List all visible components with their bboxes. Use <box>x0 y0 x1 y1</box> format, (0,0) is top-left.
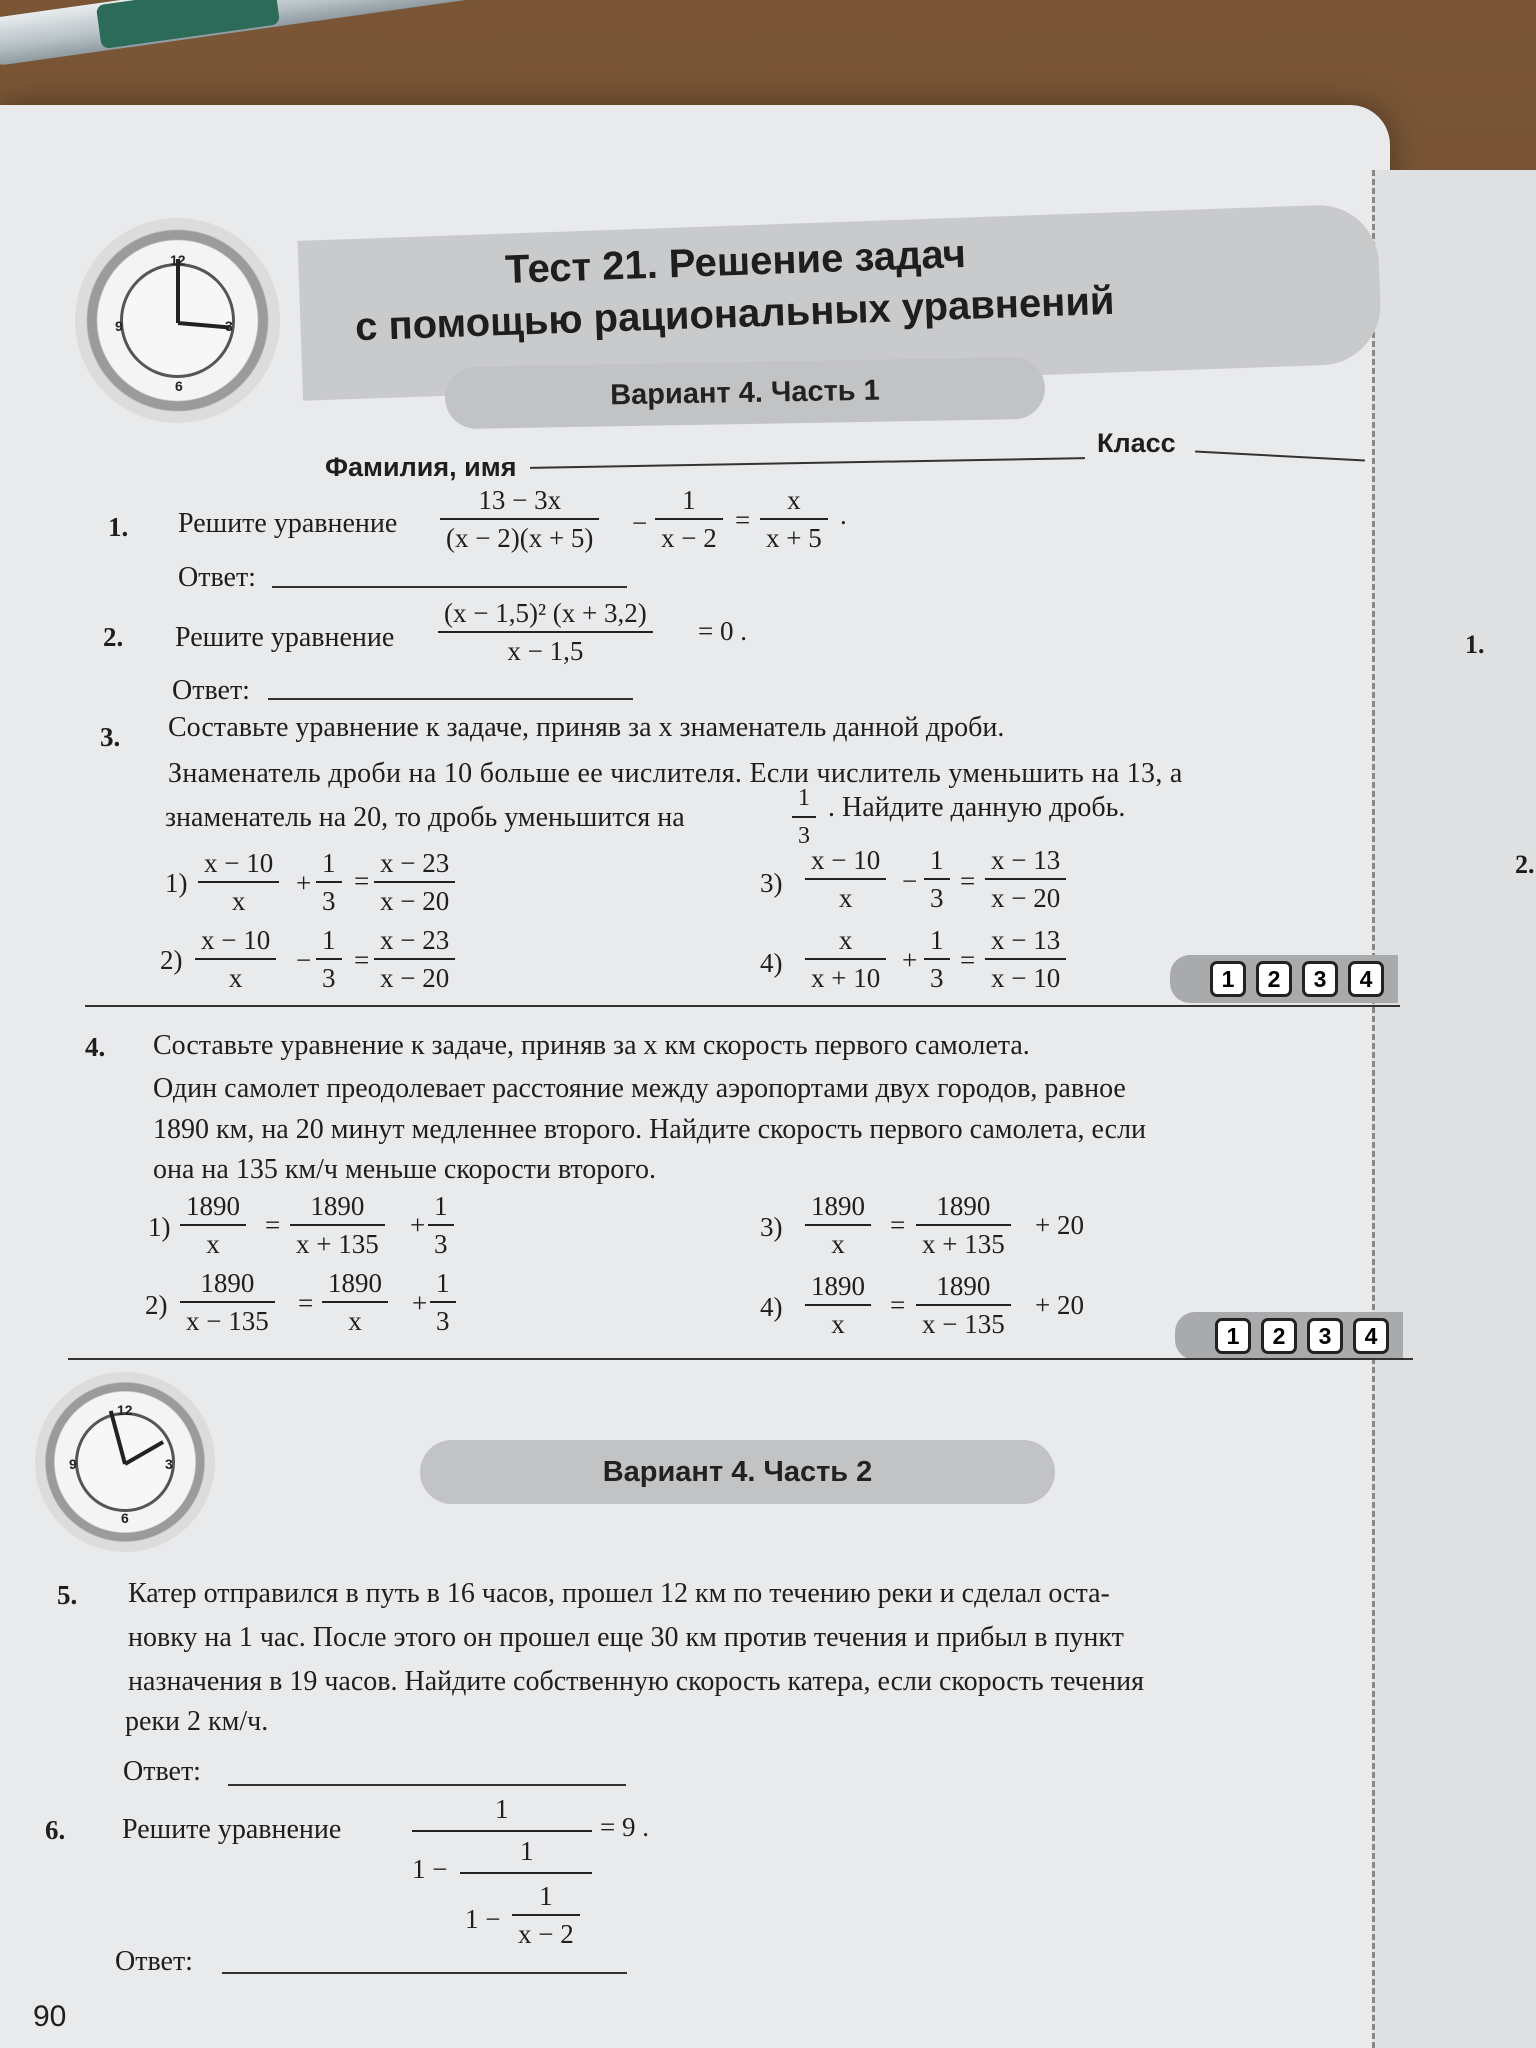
name-label: Фамилия, имя <box>325 452 517 482</box>
q6-level2-numerator: 1 <box>520 1836 534 1866</box>
q4-opt3-b-num: 1890 <box>916 1188 1011 1226</box>
q3-opt1-a <box>198 845 279 919</box>
q3-opt3-c <box>985 842 1066 916</box>
q6-minus-b: − <box>485 1904 501 1934</box>
q4-opt3-b <box>916 1188 1011 1262</box>
q4-opt3-a <box>805 1188 871 1262</box>
q3-opt4-eq: = <box>960 945 976 975</box>
q3-opt1-eq: = <box>354 866 370 896</box>
q4-opt2-a <box>180 1265 275 1339</box>
q1-f1-numerator: 13 − 3x <box>440 482 599 520</box>
q4-opt4-eq: = <box>890 1290 906 1320</box>
q1-equals: = <box>735 505 751 535</box>
q4-opt1-label: 1) <box>148 1212 171 1242</box>
q1-prompt: Решите уравнение <box>178 508 398 539</box>
q4-choice-1[interactable]: 1 <box>1215 1318 1251 1354</box>
q3-opt3-b-num: 1 <box>924 842 950 880</box>
clock-num-12: 12 <box>117 1402 133 1418</box>
q3-opt2-eq: = <box>354 945 370 975</box>
q6-minus-a: − <box>432 1854 448 1884</box>
q4-opt4-b-den: x − 135 <box>922 1309 1005 1339</box>
q4-choice-2[interactable]: 2 <box>1261 1318 1297 1354</box>
page-title-line1: Тест 21. Решение задач <box>504 231 967 293</box>
q3-opt1-c-num: x − 23 <box>374 845 455 883</box>
q4-opt2-a-den: x − 135 <box>186 1306 269 1336</box>
right-page-num-2: 2. <box>1515 850 1535 879</box>
q4-line3: 1890 км, на 20 минут медленнее второго. Найдите скорость первого самолета, если <box>153 1114 1147 1145</box>
q1-f2-numerator: 1 <box>655 482 723 520</box>
q5-answer-label: Ответ: <box>123 1756 201 1787</box>
q3-opt2-c-den: x − 20 <box>380 963 450 993</box>
q6-top-numerator: 1 <box>495 1794 509 1824</box>
q3-opt4-op: + <box>902 945 918 975</box>
q3-opt2-a-num: x − 10 <box>195 922 276 960</box>
q4-opt4-a-den: x <box>831 1309 845 1339</box>
q4-opt3-eq: = <box>890 1210 906 1240</box>
q4-opt1-tail: + <box>410 1210 426 1240</box>
q3-line3-end: . Найдите данную дробь. <box>828 792 1126 823</box>
q3-inline-num: 1 <box>792 780 816 818</box>
q3-opt1-a-num: x − 10 <box>198 845 279 883</box>
q3-opt1-op: + <box>296 868 312 898</box>
q4-opt1-a-num: 1890 <box>180 1188 246 1226</box>
q2-rhs: = 0 . <box>698 616 747 646</box>
q2-prompt: Решите уравнение <box>175 622 395 653</box>
q4-line1: Составьте уравнение к задаче, приняв за x км скорость первого самолета. <box>153 1030 1030 1061</box>
q1-fraction-1 <box>440 482 599 556</box>
q1-f2-denominator: x − 2 <box>661 523 717 553</box>
q3-line2: Знаменатель дроби на 10 больше ее числителя. Если числитель уменьшить на 13, а <box>168 758 1183 789</box>
facing-page <box>1372 170 1536 2048</box>
q5-answer-field[interactable] <box>228 1784 626 1786</box>
q3-inline-den: 3 <box>798 823 810 849</box>
q3-opt2-b <box>316 922 342 996</box>
q3-number: 3. <box>100 722 121 752</box>
variant-part1-pill: Вариант 4. Часть 1 <box>445 357 1046 429</box>
q4-opt1-t <box>428 1188 454 1262</box>
q3-opt4-c-den: x − 10 <box>991 963 1061 993</box>
q6-inner-fraction <box>512 1878 580 1952</box>
q4-opt2-b-den: x <box>348 1306 362 1336</box>
q4-opt4-label: 4) <box>760 1292 783 1322</box>
q4-opt1-b <box>290 1188 385 1262</box>
q5-line4: реки 2 км/ч. <box>125 1706 269 1737</box>
q3-opt2-b-num: 1 <box>316 922 342 960</box>
q3-opt3-a-den: x <box>838 883 853 913</box>
q1-answer-label: Ответ: <box>178 562 256 593</box>
q3-opt3-a-num: x − 10 <box>805 842 886 880</box>
divider-q4 <box>68 1358 1413 1360</box>
q3-opt2-op: − <box>296 945 312 975</box>
q3-opt3-eq: = <box>960 866 976 896</box>
q1-f1-denominator: (x − 2)(x + 5) <box>446 523 594 553</box>
clock-icon-top <box>75 218 280 423</box>
q3-opt1-c-den: x − 20 <box>380 886 450 916</box>
q3-opt2-c-num: x − 23 <box>374 922 455 960</box>
q3-opt4-b-num: 1 <box>924 922 950 960</box>
q3-opt4-c <box>985 922 1066 996</box>
q4-opt3-a-den: x <box>831 1229 845 1259</box>
q1-number: 1. <box>108 512 129 542</box>
q6-level2-bar <box>460 1872 592 1874</box>
q4-opt2-t-num: 1 <box>430 1265 456 1303</box>
q3-opt2-a <box>195 922 276 996</box>
q4-opt1-eq: = <box>265 1210 281 1240</box>
q3-opt2-label: 2) <box>160 945 183 975</box>
q5-line2: новку на 1 час. После этого он прошел еще 30 км против течения и прибыл в пункт <box>128 1622 1124 1653</box>
q3-opt3-b-den: 3 <box>930 883 944 913</box>
q4-opt2-b-num: 1890 <box>322 1265 388 1303</box>
q3-opt1-c <box>374 845 455 919</box>
q3-opt4-label: 4) <box>760 948 783 978</box>
q3-opt1-b <box>316 845 342 919</box>
q3-opt2-a-den: x <box>228 963 243 993</box>
page-number: 90 <box>33 2000 67 2033</box>
q6-answer-field[interactable] <box>222 1972 627 1974</box>
q4-opt1-t-den: 3 <box>434 1229 448 1259</box>
q6-level3-one <box>465 1904 500 1935</box>
q3-opt3-c-den: x − 20 <box>991 883 1061 913</box>
q4-line2: Один самолет преодолевает расстояние между аэропортами двух городов, равное <box>153 1073 1126 1104</box>
q6-one-b: 1 <box>465 1904 479 1934</box>
right-page-num-1: 1. <box>1465 630 1485 659</box>
clock-num-9: 9 <box>115 318 123 334</box>
q4-opt4-tail: + 20 <box>1035 1290 1084 1320</box>
q3-opt4-c-num: x − 13 <box>985 922 1066 960</box>
q1-f3-denominator: x + 5 <box>766 523 822 553</box>
q3-opt3-c-num: x − 13 <box>985 842 1066 880</box>
q3-opt4-a-den: x + 10 <box>811 963 881 993</box>
q3-opt1-b-den: 3 <box>322 886 336 916</box>
q2-answer-label: Ответ: <box>172 675 250 706</box>
q6-inner-num: 1 <box>512 1878 580 1916</box>
q2-answer-field[interactable] <box>268 698 633 700</box>
q4-opt2-b <box>322 1265 388 1339</box>
q1-answer-field[interactable] <box>272 586 627 588</box>
q4-line4: она на 135 км/ч меньше скорости второго. <box>153 1154 657 1185</box>
q2-fraction <box>438 595 653 669</box>
q4-opt2-tail: + <box>412 1288 428 1318</box>
q4-opt3-label: 3) <box>760 1212 783 1242</box>
q3-opt1-b-num: 1 <box>316 845 342 883</box>
q3-opt4-a <box>805 922 886 996</box>
q4-opt2-a-num: 1890 <box>180 1265 275 1303</box>
q3-choice-3[interactable]: 3 <box>1302 961 1338 997</box>
q4-opt3-b-den: x + 135 <box>922 1229 1005 1259</box>
q3-choice-4[interactable]: 4 <box>1348 961 1384 997</box>
q6-prompt: Решите уравнение <box>122 1814 342 1845</box>
q6-rhs: = 9 . <box>600 1812 649 1842</box>
q2-numerator: (x − 1,5)² (x + 3,2) <box>438 595 653 633</box>
q3-opt1-label: 1) <box>165 868 188 898</box>
q1-f3-numerator: x <box>760 482 828 520</box>
q1-fraction-3 <box>760 482 828 556</box>
q3-opt3-b <box>924 842 950 916</box>
q4-opt2-label: 2) <box>145 1290 168 1320</box>
q4-opt2-t <box>430 1265 456 1339</box>
clock-num-3: 3 <box>225 318 233 334</box>
q1-operator: − <box>632 508 648 538</box>
q3-opt3-op: − <box>902 866 918 896</box>
q4-choice-3[interactable]: 3 <box>1307 1318 1343 1354</box>
q4-opt1-t-num: 1 <box>428 1188 454 1226</box>
q3-opt4-b-den: 3 <box>930 963 944 993</box>
q2-denominator: x − 1,5 <box>507 636 584 666</box>
divider-q3 <box>85 1005 1400 1007</box>
q4-opt1-b-den: x + 135 <box>296 1229 379 1259</box>
class-label: Класс <box>1097 428 1176 458</box>
clock-minute-hand <box>176 259 180 323</box>
clock-num-6: 6 <box>175 378 183 394</box>
q4-opt1-a-den: x <box>206 1229 220 1259</box>
clock-num-6: 6 <box>121 1510 129 1526</box>
q2-number: 2. <box>103 622 124 652</box>
clock-num-12: 12 <box>170 252 186 268</box>
q6-inner-den: x − 2 <box>518 1919 574 1949</box>
q5-number: 5. <box>57 1580 78 1610</box>
q4-opt1-b-num: 1890 <box>290 1188 385 1226</box>
clock-num-3: 3 <box>165 1456 173 1472</box>
q6-main-bar <box>412 1830 592 1832</box>
q3-line3-start: знаменатель на 20, то дробь уменьшится на <box>165 802 685 833</box>
q4-opt4-b-num: 1890 <box>916 1268 1011 1306</box>
q5-line3: назначения в 19 часов. Найдите собственную скорость катера, если скорость течения <box>128 1666 1145 1697</box>
q4-opt2-t-den: 3 <box>436 1306 450 1336</box>
q4-opt4-a-num: 1890 <box>805 1268 871 1306</box>
q4-opt1-a <box>180 1188 246 1262</box>
q6-answer-label: Ответ: <box>115 1946 193 1977</box>
clock-icon-bottom <box>35 1372 215 1552</box>
q3-opt2-c <box>374 922 455 996</box>
q4-number: 4. <box>85 1032 106 1062</box>
q6-one-a: 1 <box>412 1854 426 1884</box>
variant-part2-pill: Вариант 4. Часть 2 <box>420 1440 1055 1504</box>
q3-line3 <box>165 802 685 834</box>
q3-opt2-b-den: 3 <box>322 963 336 993</box>
page-title-line2: с помощью рациональных уравнений <box>354 278 1116 350</box>
q4-opt4-b <box>916 1268 1011 1342</box>
q4-opt2-eq: = <box>298 1288 314 1318</box>
q3-opt3-a <box>805 842 886 916</box>
q4-opt3-a-num: 1890 <box>805 1188 871 1226</box>
q3-line1: Составьте уравнение к задаче, приняв за x знаменатель данной дроби. <box>168 712 1005 743</box>
q1-period: . <box>840 500 847 530</box>
clock-num-9: 9 <box>69 1456 77 1472</box>
q4-choice-4[interactable]: 4 <box>1353 1318 1389 1354</box>
q6-level2-one <box>412 1854 447 1885</box>
q4-answer-boxes <box>1175 1312 1403 1360</box>
q3-opt3-label: 3) <box>760 868 783 898</box>
q3-choice-2[interactable]: 2 <box>1256 961 1292 997</box>
q3-opt1-a-den: x <box>231 886 246 916</box>
q3-opt4-a-num: x <box>805 922 886 960</box>
q6-number: 6. <box>45 1815 66 1845</box>
q4-opt4-a <box>805 1268 871 1342</box>
q3-answer-boxes <box>1170 955 1398 1003</box>
q3-opt4-b <box>924 922 950 996</box>
q5-line1: Катер отправился в путь в 16 часов, прошел 12 км по течению реки и сделал оста- <box>128 1578 1110 1609</box>
q3-choice-1[interactable]: 1 <box>1210 961 1246 997</box>
q1-fraction-2 <box>655 482 723 556</box>
q4-opt3-tail: + 20 <box>1035 1210 1084 1240</box>
